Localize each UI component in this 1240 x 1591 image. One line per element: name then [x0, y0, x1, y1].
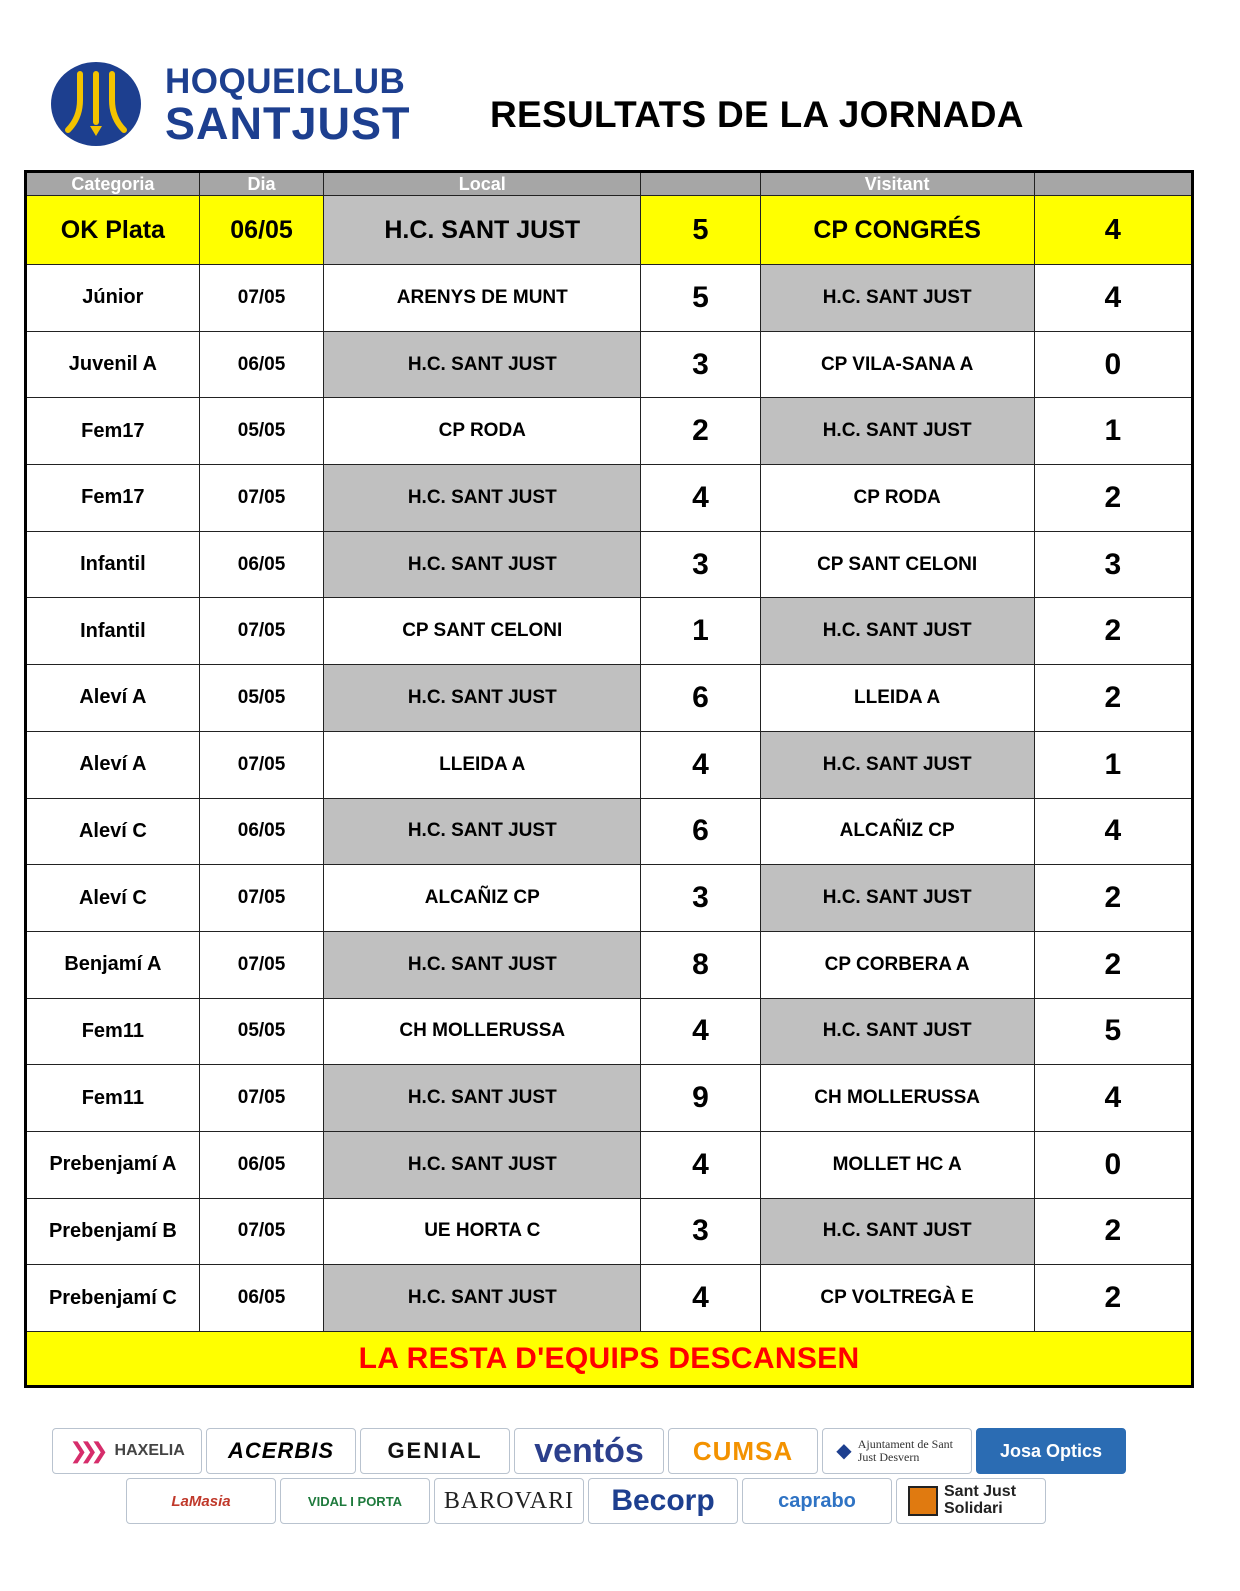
away-team-cell: H.C. SANT JUST — [760, 398, 1034, 465]
away-team-cell: CP VOLTREGÀ E — [760, 1265, 1034, 1332]
home-score-cell: 6 — [641, 665, 761, 732]
table-row — [26, 531, 1193, 598]
sponsor-josa-optics — [976, 1428, 1126, 1474]
club-name-line1: HOQUEICLUB — [165, 62, 406, 101]
sponsor-name: CUMSA — [692, 1435, 794, 1466]
home-team-cell: H.C. SANT JUST — [324, 331, 641, 398]
date-cell: 07/05 — [199, 465, 324, 532]
home-score-cell: 4 — [641, 1265, 761, 1332]
category-cell: Prebenjamí C — [26, 1265, 200, 1332]
away-team-cell: H.C. SANT JUST — [760, 1198, 1034, 1265]
sponsors-row-2 — [126, 1478, 1046, 1524]
away-score-cell: 1 — [1034, 731, 1192, 798]
date-cell: 07/05 — [199, 1065, 324, 1132]
date-cell: 07/05 — [199, 865, 324, 932]
away-score-cell: 4 — [1034, 798, 1192, 865]
away-team-cell: CP CORBERA A — [760, 931, 1034, 998]
home-score-cell: 8 — [641, 931, 761, 998]
table-row — [26, 331, 1193, 398]
home-score-cell: 1 — [641, 598, 761, 665]
away-score-cell: 2 — [1034, 865, 1192, 932]
featured-match-row — [26, 196, 1193, 265]
category-cell: Fem11 — [26, 1065, 200, 1132]
sponsor-name: VIDAL I PORTA — [307, 1493, 403, 1509]
table-row — [26, 665, 1193, 732]
diamond-icon: ◆ — [836, 1440, 852, 1462]
date-cell: 07/05 — [199, 598, 324, 665]
home-team-cell: LLEIDA A — [324, 731, 641, 798]
footer-row — [26, 1332, 1193, 1387]
table-row — [26, 798, 1193, 865]
sponsor-ajuntament — [822, 1428, 972, 1474]
sponsor-genial — [360, 1428, 510, 1474]
away-team-cell: H.C. SANT JUST — [760, 998, 1034, 1065]
away-score-cell: 4 — [1034, 1065, 1192, 1132]
club-name-line2: SANTJUST — [165, 98, 411, 149]
away-score-cell: 2 — [1034, 931, 1192, 998]
sponsor-caprabo — [742, 1478, 892, 1524]
col-header-date: Dia — [199, 172, 324, 196]
club-logo-icon — [50, 60, 142, 148]
category-cell: Prebenjamí B — [26, 1198, 200, 1265]
col-header-local-score — [641, 172, 761, 196]
away-team-cell: H.C. SANT JUST — [760, 731, 1034, 798]
sponsor-name: Josa Optics — [999, 1440, 1103, 1461]
away-score-cell: 0 — [1034, 331, 1192, 398]
sponsor-sant-just-solidari — [896, 1478, 1046, 1524]
away-team-cell: H.C. SANT JUST — [760, 598, 1034, 665]
away-team-cell: CP RODA — [760, 465, 1034, 532]
category-cell: Benjamí A — [26, 931, 200, 998]
category-cell: Juvenil A — [26, 331, 200, 398]
sponsor-name: Sant Just Solidari — [944, 1483, 1017, 1517]
category-cell: Fem17 — [26, 398, 200, 465]
home-team-cell: CH MOLLERUSSA — [324, 998, 641, 1065]
table-row — [26, 465, 1193, 532]
sponsor-name: HAXELIA — [114, 1442, 185, 1459]
category-cell: Infantil — [26, 598, 200, 665]
category-cell: Fem11 — [26, 998, 200, 1065]
sponsor-name: Ajuntament de Sant Just Desvern — [857, 1436, 954, 1464]
table-header-row — [26, 172, 1193, 196]
category-cell: Infantil — [26, 531, 200, 598]
table-row — [26, 998, 1193, 1065]
sponsor-name: ventós — [534, 1431, 644, 1470]
away-score-cell: 2 — [1034, 665, 1192, 732]
sjs-square-icon — [908, 1486, 938, 1516]
col-header-category: Categoria — [26, 172, 200, 196]
home-team-cell: H.C. SANT JUST — [324, 1065, 641, 1132]
home-team-cell: H.C. SANT JUST — [324, 665, 641, 732]
date-cell: 06/05 — [199, 1265, 324, 1332]
home-score-cell: 2 — [641, 398, 761, 465]
table-row — [26, 398, 1193, 465]
home-team-cell: H.C. SANT JUST — [324, 196, 641, 265]
sponsor-acerbis — [206, 1428, 356, 1474]
table-row — [26, 731, 1193, 798]
sponsor-name: GENIAL — [387, 1438, 483, 1463]
home-score-cell: 4 — [641, 998, 761, 1065]
away-score-cell: 5 — [1034, 998, 1192, 1065]
table-row — [26, 865, 1193, 932]
away-score-cell: 2 — [1034, 465, 1192, 532]
sponsor-vidal-i-porta — [280, 1478, 430, 1524]
club-name — [165, 62, 411, 149]
sponsor-barovari — [434, 1478, 584, 1524]
table-row — [26, 1265, 1193, 1332]
home-team-cell: CP RODA — [324, 398, 641, 465]
home-score-cell: 9 — [641, 1065, 761, 1132]
sponsor-name: LaMasia — [171, 1492, 231, 1510]
date-cell: 05/05 — [199, 665, 324, 732]
category-cell: Júnior — [26, 265, 200, 332]
sponsors-row-1 — [52, 1428, 1126, 1474]
away-team-cell: CP VILA-SANA A — [760, 331, 1034, 398]
table-row — [26, 1198, 1193, 1265]
home-team-cell: CP SANT CELONI — [324, 598, 641, 665]
sponsor-becorp — [588, 1478, 738, 1524]
results-table — [24, 170, 1194, 1388]
col-header-visitant: Visitant — [760, 172, 1034, 196]
away-score-cell: 2 — [1034, 598, 1192, 665]
home-team-cell: ARENYS DE MUNT — [324, 265, 641, 332]
away-team-cell: H.C. SANT JUST — [760, 265, 1034, 332]
away-team-cell: CH MOLLERUSSA — [760, 1065, 1034, 1132]
sponsor-name: caprabo — [778, 1489, 856, 1512]
date-cell: 06/05 — [199, 1131, 324, 1198]
category-cell: Fem17 — [26, 465, 200, 532]
home-team-cell: H.C. SANT JUST — [324, 465, 641, 532]
category-cell: Aleví A — [26, 665, 200, 732]
sponsor-name: ACERBIS — [227, 1438, 334, 1463]
home-score-cell: 3 — [641, 531, 761, 598]
date-cell: 06/05 — [199, 331, 324, 398]
category-cell: OK Plata — [26, 196, 200, 265]
home-score-cell: 3 — [641, 331, 761, 398]
away-score-cell: 0 — [1034, 1131, 1192, 1198]
col-header-local: Local — [324, 172, 641, 196]
date-cell: 07/05 — [199, 1198, 324, 1265]
page-title: RESULTATS DE LA JORNADA — [490, 94, 1024, 135]
home-score-cell: 5 — [641, 265, 761, 332]
date-cell: 05/05 — [199, 998, 324, 1065]
home-team-cell: H.C. SANT JUST — [324, 931, 641, 998]
home-score-cell: 6 — [641, 798, 761, 865]
away-score-cell: 2 — [1034, 1198, 1192, 1265]
home-score-cell: 5 — [641, 196, 761, 265]
sponsor-haxelia — [52, 1428, 202, 1474]
home-team-cell: ALCAÑIZ CP — [324, 865, 641, 932]
table-row — [26, 1065, 1193, 1132]
away-score-cell: 4 — [1034, 265, 1192, 332]
table-row — [26, 931, 1193, 998]
home-score-cell: 4 — [641, 731, 761, 798]
away-score-cell: 2 — [1034, 1265, 1192, 1332]
date-cell: 06/05 — [199, 531, 324, 598]
date-cell: 06/05 — [199, 196, 324, 265]
category-cell: Aleví C — [26, 798, 200, 865]
away-team-cell: CP SANT CELONI — [760, 531, 1034, 598]
home-team-cell: H.C. SANT JUST — [324, 1265, 641, 1332]
category-cell: Aleví C — [26, 865, 200, 932]
sponsor-name: Becorp — [611, 1484, 715, 1517]
table-row — [26, 265, 1193, 332]
away-team-cell: H.C. SANT JUST — [760, 865, 1034, 932]
sponsor-cumsa — [668, 1428, 818, 1474]
chevrons-icon: ❯❯❯ — [69, 1438, 101, 1463]
date-cell: 07/05 — [199, 931, 324, 998]
home-team-cell: H.C. SANT JUST — [324, 798, 641, 865]
away-team-cell: ALCAÑIZ CP — [760, 798, 1034, 865]
date-cell: 05/05 — [199, 398, 324, 465]
home-team-cell: H.C. SANT JUST — [324, 531, 641, 598]
col-header-visitant-score — [1034, 172, 1192, 196]
date-cell: 07/05 — [199, 731, 324, 798]
away-team-cell: MOLLET HC A — [760, 1131, 1034, 1198]
sponsor-lamasia — [126, 1478, 276, 1524]
home-score-cell: 4 — [641, 1131, 761, 1198]
home-score-cell: 3 — [641, 865, 761, 932]
date-cell: 06/05 — [199, 798, 324, 865]
away-score-cell: 4 — [1034, 196, 1192, 265]
away-score-cell: 3 — [1034, 531, 1192, 598]
home-score-cell: 3 — [641, 1198, 761, 1265]
sponsor-ventos — [514, 1428, 664, 1474]
rest-teams-notice: LA RESTA D'EQUIPS DESCANSEN — [26, 1332, 1193, 1387]
home-team-cell: UE HORTA C — [324, 1198, 641, 1265]
home-team-cell: H.C. SANT JUST — [324, 1131, 641, 1198]
away-team-cell: LLEIDA A — [760, 665, 1034, 732]
table-row — [26, 1131, 1193, 1198]
date-cell: 07/05 — [199, 265, 324, 332]
category-cell: Aleví A — [26, 731, 200, 798]
category-cell: Prebenjamí A — [26, 1131, 200, 1198]
away-score-cell: 1 — [1034, 398, 1192, 465]
sponsor-name: BAROVARI — [443, 1487, 575, 1514]
away-team-cell: CP CONGRÉS — [760, 196, 1034, 265]
home-score-cell: 4 — [641, 465, 761, 532]
table-row — [26, 598, 1193, 665]
